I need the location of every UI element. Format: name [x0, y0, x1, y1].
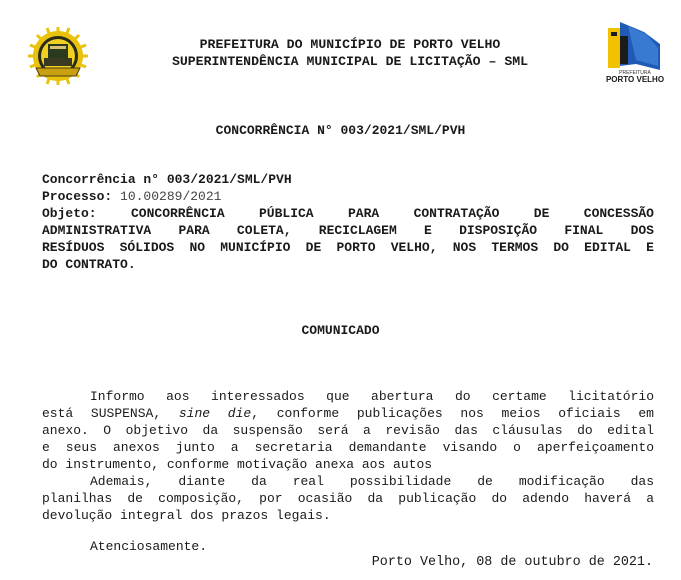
body-line-5: do instrumento, conforme motivação anexa aos autos: [42, 457, 433, 472]
municipal-seal-logo: [26, 26, 90, 86]
section-title: COMUNICADO: [301, 323, 380, 338]
body-line-2c: , conforme publicações nos meios oficiais em: [251, 406, 654, 421]
body-line-8: devolução integral dos prazos legais.: [42, 508, 331, 523]
processo-label: Processo:: [42, 189, 113, 204]
body-line-2: [42, 405, 654, 422]
body-line-7: planilhas de composição, por ocasião da publicação do adendo haverá a: [42, 491, 654, 506]
header-line-1: PREFEITURA DO MUNICÍPIO DE PORTO VELHO: [199, 37, 501, 52]
objeto-text-1: CONCORRÊNCIA PÚBLICA PARA CONTRATAÇÃO DE CONCESSÃO: [131, 206, 654, 221]
document-title: CONCORRÊNCIA N° 003/2021/SML/PVH: [215, 123, 466, 138]
svg-text:PORTO VELHO: PORTO VELHO: [606, 75, 664, 84]
header-line-2: SUPERINTENDÊNCIA MUNICIPAL DE LICITAÇÃO – SML: [171, 54, 529, 69]
body-line-6: Ademais, diante da real possibilidade de modificação das: [90, 474, 654, 489]
body-line-1: Informo aos interessados que abertura do certame licitatório: [90, 389, 654, 404]
porto-velho-city-logo: [606, 18, 664, 86]
objeto-line-4: DO CONTRATO.: [42, 257, 136, 272]
objeto-label: Objeto:: [42, 206, 97, 221]
objeto-line-1: [42, 205, 654, 222]
processo-value: 10.00289/2021: [120, 189, 222, 204]
sine-die-text: sine die: [178, 406, 252, 421]
processo-line: [42, 188, 654, 205]
body-line-3: anexo. O objetivo da suspensão será a revisão das cláusulas do edital: [42, 423, 654, 438]
greeting: Atenciosamente.: [90, 539, 208, 554]
body-line-4: e seus anexos junto a secretaria demandante visando o aperfeiçoamento: [42, 440, 654, 455]
place-date: Porto Velho, 08 de outubro de 2021.: [371, 555, 653, 570]
concorrencia-line: Concorrência n° 003/2021/SML/PVH: [42, 172, 292, 187]
body-line-2a: está SUSPENSA,: [42, 406, 179, 421]
objeto-line-2: ADMINISTRATIVA PARA COLETA, RECICLAGEM E DISPOSIÇÃO FINAL DOS: [42, 223, 654, 238]
objeto-line-3: RESÍDUOS SÓLIDOS NO MUNICÍPIO DE PORTO VELHO, NOS TERMOS DO EDITAL E: [42, 240, 654, 255]
svg-text:PREFEITURA: PREFEITURA: [619, 70, 651, 76]
